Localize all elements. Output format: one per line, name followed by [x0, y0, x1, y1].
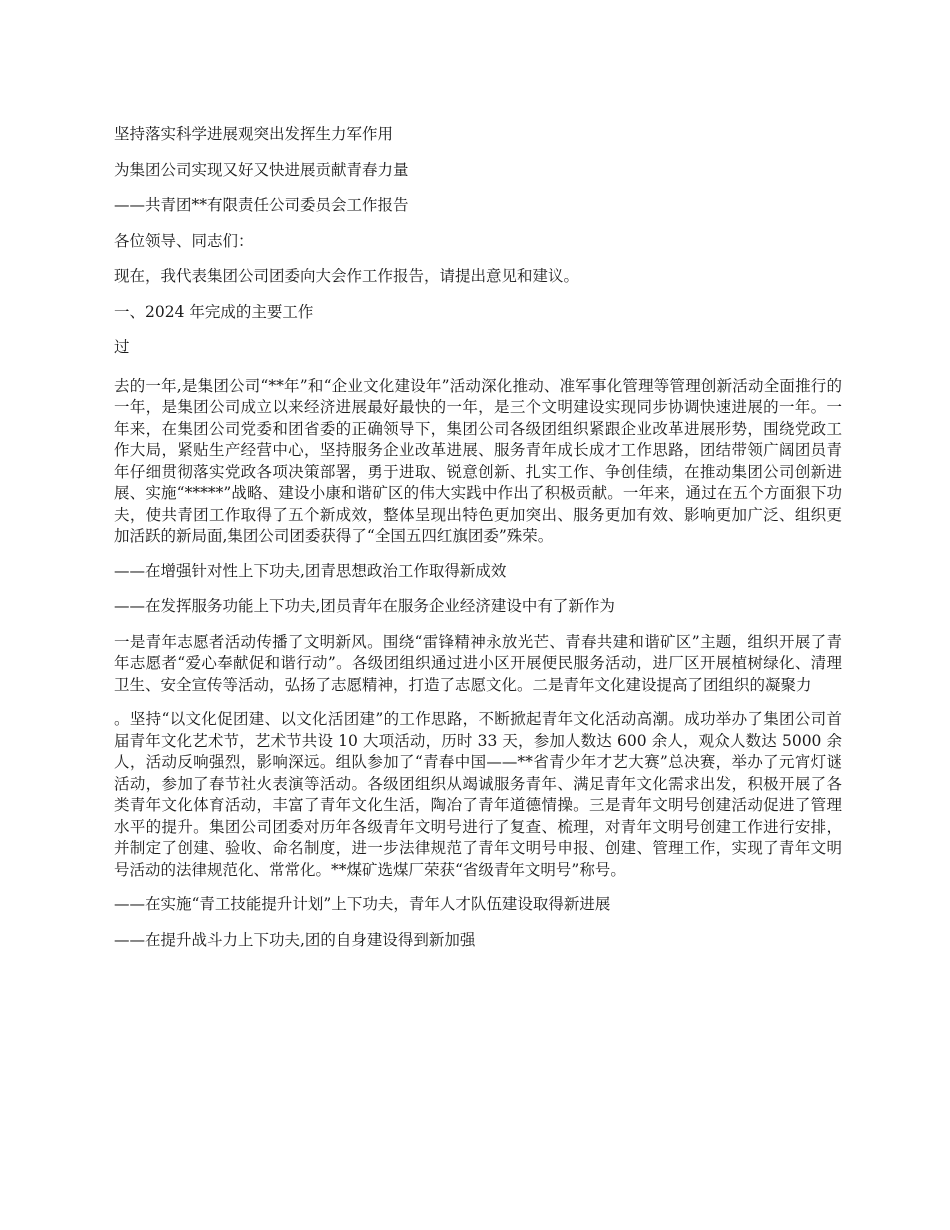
title-line-1: 坚持落实科学进展观突出发挥生力军作用	[114, 125, 394, 143]
dash-item-1: ——在增强针对性上下功夫,团青思想政治工作取得新成效	[114, 561, 507, 580]
dash-item-3: ——在实施“青工技能提升计划”上下功夫，青年人才队伍建设取得新进展	[114, 895, 611, 913]
paragraph-3: 。坚持“以文化促团建、以文化活团建”的工作思路，不断掀起青年文化活动高潮。成功举办了集团公司首届青年文化艺术节，艺术节共设 10 大项活动，历时 33 天，参加人数达 600 余人，观众人数达 5000 余人，活动反响强烈，影响深远。组队参加了“青春中国——**省青少年才艺大赛”总决赛，举办了元宵灯谜活动，参加了春节社火表演等活动。各级团组织从竭诚服务青年、满足青年文化需求出发，积极开展了各类青年文化体育活动，丰富了青年文化生活，陶冶了青年道德情操。三是青年文明号创建活动促进了管理水平的提升。集团公司团委对历年各级青年文明号进行了复查、梳理，对青年文明号创建工作进行安排，并制定了创建、验收、命名制度，进一步法律规范了青年文明号申报、创建、管理工作，实现了青年文明号活动的法律规范化、常常化。**煤矿选煤厂荣获“省级青年文明号”称号。	[114, 710, 842, 879]
dash-item-2: ——在发挥服务功能上下功夫,团员青年在服务企业经济建设中有了新作为	[114, 597, 615, 615]
document-page	[114, 124, 842, 965]
opening-paragraph: 现在，我代表集团公司团委向大会作工作报告，请提出意见和建议。	[114, 267, 580, 285]
title-line-2: 为集团公司实现又好又快进展贡献青春力量	[114, 160, 409, 179]
dash-item-4: ——在提升战斗力上下功夫,团的自身建设得到新加强	[114, 930, 476, 949]
paragraph-1: 去的一年,是集团公司“**年”和“企业文化建设年”活动深化推动、准军事化管理等管理创新活动全面推行的一年，是集团公司成立以来经济进展最好最快的一年，是三个文明建设实现同步协调快速进展的一年。一年来，在集团公司党委和团省委的正确领导下，集团公司各级团组织紧跟企业改革进展形势，围绕党政工作大局，紧贴生产经营中心，坚持服务企业改革进展、服务青年成长成才工作思路，团结带领广阔团员青年仔细贯彻落实党政各项决策部署，勇于进取、锐意创新、扎实工作、争创佳绩，在推动集团公司创新进展、实施“*****”战略、建设小康和谐矿区的伟大实践中作出了积极贡献。一年来，通过在五个方面狠下功夫，使共青团工作取得了五个新成效，整体呈现出特色更加突出、服务更加有效、影响更加广泛、组织更加活跃的新局面,集团公司团委获得了“全国五四红旗团委”殊荣。	[114, 376, 842, 545]
paragraph-fragment: 过	[114, 338, 130, 356]
report-subtitle: ——共青团**有限责任公司委员会工作报告	[114, 196, 409, 214]
section-heading-1: 一、2024 年完成的主要工作	[114, 302, 314, 321]
salutation: 各位领导、同志们：	[114, 231, 254, 250]
paragraph-2: 一是青年志愿者活动传播了文明新风。围绕“雷锋精神永放光芒、青春共建和谐矿区”主题，组织开展了青年志愿者“爱心奉献促和谐行动”。各级团组织通过进小区开展便民服务活动，进厂区开展植树绿化、清理卫生、安全宣传等活动，弘扬了志愿精神，打造了志愿文化。二是青年文化建设提高了团组织的凝聚力	[114, 632, 842, 694]
